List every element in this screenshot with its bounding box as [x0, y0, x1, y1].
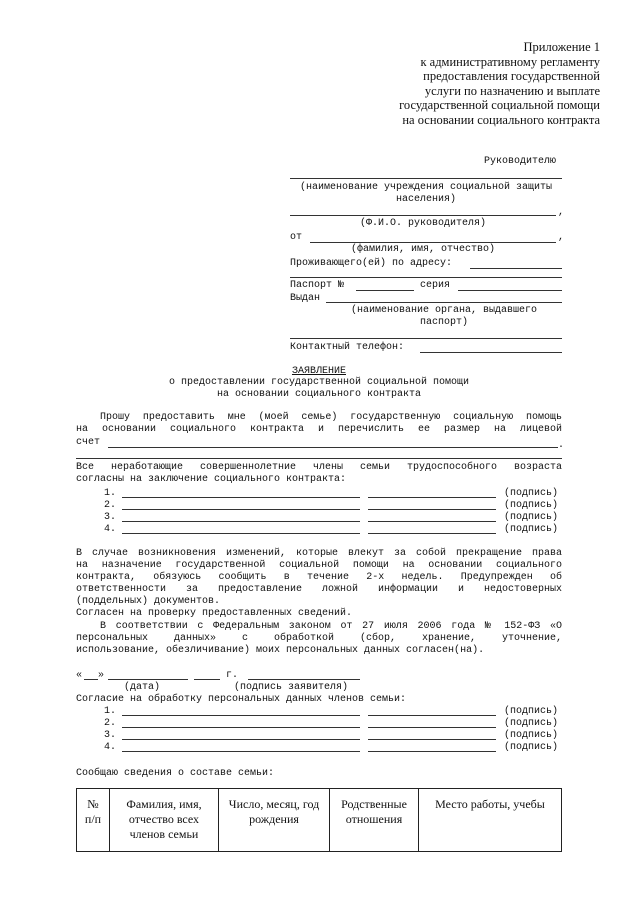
member-sign-field[interactable] [368, 739, 496, 740]
date-close-quote: » [98, 670, 105, 681]
member-sign-field[interactable] [368, 727, 496, 728]
comma: , [558, 207, 565, 218]
header-cell-workplace: Место работы, учебы [419, 789, 562, 852]
account-field-2[interactable] [76, 458, 562, 459]
personal-data-text: В соответствии с Федеральным законом от 27 июля 2006 года № 152-ФЗ «О [100, 621, 562, 632]
obligation-text: на назначение государственной социальной помощи на основании социального [76, 560, 562, 571]
family-table [76, 788, 562, 852]
obligation-text: (поддельных) документов. [76, 596, 221, 607]
row-number: 1. [104, 706, 117, 717]
sign-caption: (подпись) [504, 706, 559, 717]
obligation-text: В случае возникновения изменений, которые влекут за собой прекращение права [76, 548, 562, 559]
appendix-line: государственной социальной помощи [399, 98, 600, 113]
address-field[interactable] [470, 268, 562, 269]
document-title: ЗАЯВЛЕНИЕ [291, 366, 346, 377]
applicant-sign-field[interactable] [248, 679, 360, 680]
from-caption: (фамилия, имя, отчество) [350, 244, 496, 255]
head-name-field[interactable] [290, 215, 556, 216]
sign-caption: (подпись) [504, 718, 559, 729]
header-cell-relation: Родственные отношения [330, 789, 419, 852]
head-caption: (Ф.И.О. руководителя) [359, 218, 487, 229]
row-number: 1. [104, 488, 117, 499]
consent-contract-text: согласны на заключение социального контракта: [76, 474, 347, 485]
row-number: 4. [104, 524, 117, 535]
verification-consent-text: Согласен на проверку предоставленных сведений. [76, 608, 353, 619]
appendix-line: на основании социального контракта [402, 112, 600, 127]
passport-series-field[interactable] [458, 290, 562, 291]
appendix-header [399, 40, 600, 128]
applicant-name-field[interactable] [310, 242, 556, 243]
sign-caption: (подпись) [504, 488, 559, 499]
document-subtitle: о предоставлении государственной социальной помощи [168, 377, 470, 388]
appendix-line: предоставления государственной [423, 69, 600, 84]
phone-field[interactable] [420, 352, 562, 353]
consent-members-text: Согласие на обработку персональных данных членов семьи: [76, 694, 407, 705]
member-sign-field[interactable] [368, 751, 496, 752]
issued-label: Выдан [290, 293, 321, 304]
addressee-to: Руководителю [484, 156, 557, 167]
sign-caption: (подпись) [504, 512, 559, 523]
passport-number-field[interactable] [356, 290, 414, 291]
row-number: 2. [104, 718, 117, 729]
year-field[interactable] [194, 679, 220, 680]
institution-field[interactable] [290, 178, 562, 179]
personal-data-text: использование, обезличивание) моих персональных данных согласен(на). [76, 645, 485, 656]
header-cell-number: № п/п [77, 789, 110, 852]
appendix-line: услуги по назначению и выплате [424, 83, 600, 98]
member-name-field[interactable] [122, 533, 360, 534]
document-subtitle: на основании социального контракта [216, 389, 422, 400]
sign-caption: (подпись) [504, 524, 559, 535]
request-text: Прошу предоставить мне (моей семье) государственную социальную помощь [100, 412, 562, 423]
address-field-2[interactable] [290, 277, 562, 278]
issuer-caption: паспорт) [419, 317, 468, 328]
day-field[interactable] [84, 679, 98, 680]
member-name-field[interactable] [122, 739, 360, 740]
year-suffix: г. [226, 670, 239, 681]
issuer-caption: (наименование органа, выдавшего [350, 305, 538, 316]
consent-contract-text: Все неработающие совершеннолетние члены семьи трудоспособного возраста [76, 462, 562, 473]
request-text: счет [76, 437, 101, 448]
member-sign-field[interactable] [368, 497, 496, 498]
account-field[interactable] [108, 447, 558, 448]
row-number: 4. [104, 742, 117, 753]
member-name-field[interactable] [122, 751, 360, 752]
member-sign-field[interactable] [368, 509, 496, 510]
row-number: 3. [104, 730, 117, 741]
series-label: серия [420, 280, 451, 291]
date-open-quote: « [76, 670, 83, 681]
table-header-row [77, 789, 562, 852]
member-name-field[interactable] [122, 727, 360, 728]
sign-caption: (подпись) [504, 500, 559, 511]
month-field[interactable] [108, 679, 188, 680]
applicant-sign-caption: (подпись заявителя) [234, 682, 349, 693]
phone-label: Контактный телефон: [290, 342, 405, 353]
address-label: Проживающего(ей) по адресу: [290, 258, 453, 269]
row-number: 3. [104, 512, 117, 523]
issuer-field[interactable] [326, 302, 562, 303]
member-name-field[interactable] [122, 509, 360, 510]
comma: , [558, 232, 565, 243]
sign-caption: (подпись) [504, 730, 559, 741]
member-sign-field[interactable] [368, 715, 496, 716]
member-sign-field[interactable] [368, 533, 496, 534]
member-name-field[interactable] [122, 715, 360, 716]
date-caption: (дата) [124, 682, 161, 693]
institution-caption: (наименование учреждения социальной защиты [299, 182, 553, 193]
personal-data-text: персональных данных» с обработкой (сбор, хранение, уточнение, [76, 633, 562, 644]
member-name-field[interactable] [122, 497, 360, 498]
dot: . [558, 440, 565, 451]
appendix-line: Приложение 1 [523, 40, 600, 54]
member-name-field[interactable] [122, 521, 360, 522]
from-label: от [290, 232, 303, 243]
row-number: 2. [104, 500, 117, 511]
institution-caption: населения) [395, 194, 456, 205]
obligation-text: ответственности за предоставление ложной информации и недостоверных [76, 584, 562, 595]
issuer-field-2[interactable] [290, 338, 562, 339]
header-cell-birthdate: Число, месяц, год рождения [219, 789, 330, 852]
header-cell-name: Фамилия, имя, отчество всех членов семьи [110, 789, 219, 852]
request-text: на основании социального контракта и перечислить ее размер на лицевой [76, 424, 562, 435]
member-sign-field[interactable] [368, 521, 496, 522]
family-intro-text: Сообщаю сведения о составе семьи: [76, 768, 275, 779]
sign-caption: (подпись) [504, 742, 559, 753]
appendix-line: к административному регламенту [420, 54, 600, 69]
obligation-text: контракта, обязуюсь сообщить в течение 2-х недель. Предупрежден об [76, 572, 562, 583]
passport-label: Паспорт № [290, 280, 345, 291]
